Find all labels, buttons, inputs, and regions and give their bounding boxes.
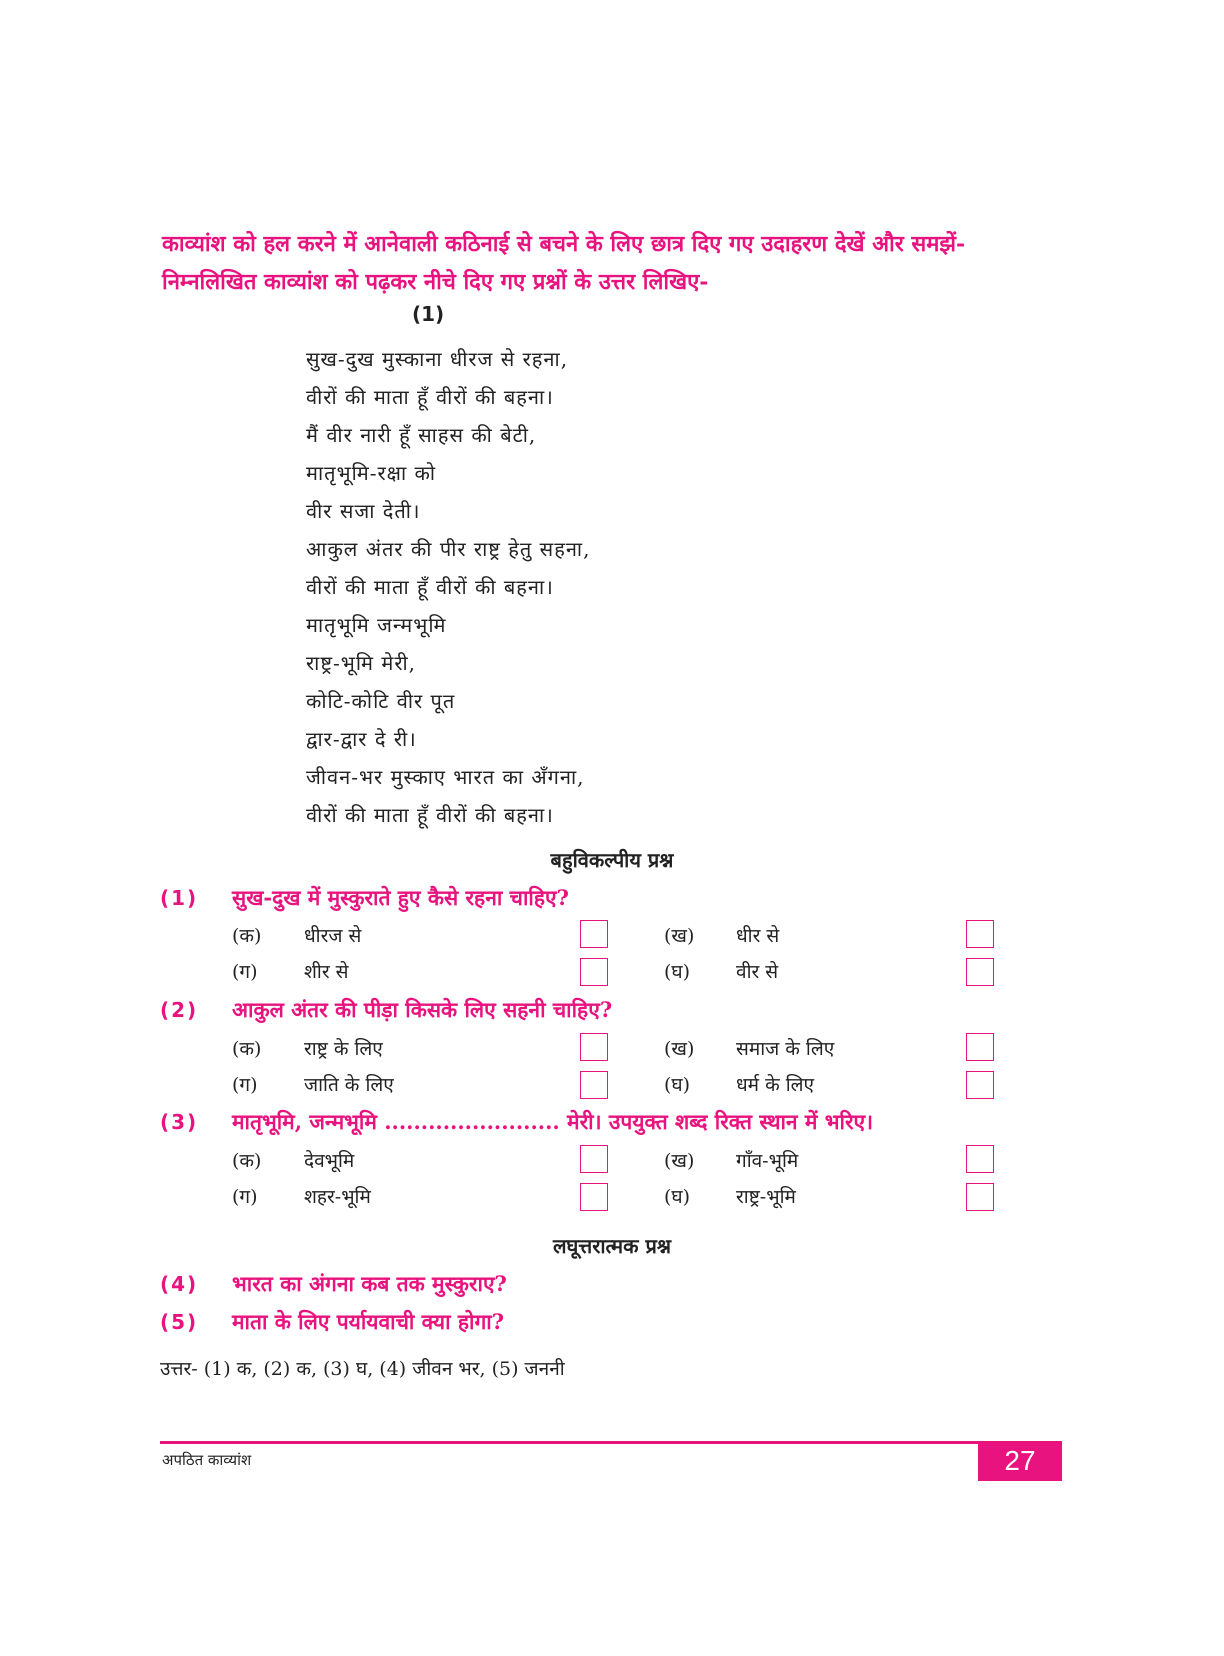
poem-line: वीरों की माता हूँ वीरों की बहना। (306, 803, 554, 827)
option-text: वीर से (736, 961, 779, 983)
short-answer-heading: लघूत्तरात्मक प्रश्न (553, 1234, 671, 1258)
option-2-ka (232, 1035, 383, 1061)
option-label: (ग) (232, 961, 258, 983)
footer-title: अपठित काव्यांश (162, 1451, 252, 1469)
checkbox-3-kha[interactable] (966, 1145, 994, 1173)
poem-line: वीरों की माता हूँ वीरों की बहना। (306, 575, 554, 599)
poem-line: मातृभूमि जन्मभूमि (306, 613, 447, 637)
question-text: भारत का अंगना कब तक मुस्कुराए? (232, 1271, 507, 1296)
question-number: (4) (160, 1272, 199, 1296)
option-1-gha (664, 958, 778, 984)
option-2-kha (664, 1035, 834, 1061)
page-number: 27 (978, 1441, 1062, 1481)
option-label: (ग) (232, 1186, 258, 1208)
option-text: समाज के लिए (736, 1038, 835, 1060)
option-label: (क) (232, 1038, 262, 1060)
option-label: (घ) (664, 1186, 691, 1208)
question-text: सुख-दुख में मुस्कुराते हुए कैसे रहना चाहिए? (232, 885, 569, 910)
poem-line: जीवन-भर मुस्काए भारत का अँगना, (306, 765, 585, 789)
option-text: धीर से (736, 925, 780, 947)
poem-number: (1) (412, 302, 445, 326)
question-2 (160, 996, 612, 1024)
question-4 (160, 1270, 507, 1298)
option-label: (क) (232, 925, 262, 947)
checkbox-1-kha[interactable] (966, 920, 994, 948)
option-label: (ग) (232, 1074, 258, 1096)
option-label: (क) (232, 1150, 262, 1172)
question-number: (3) (160, 1110, 199, 1134)
checkbox-3-gha[interactable] (966, 1183, 994, 1211)
question-text: माता के लिए पर्यायवाची क्या होगा? (232, 1309, 505, 1334)
option-2-ga (232, 1071, 394, 1097)
question-3 (160, 1108, 873, 1136)
option-label: (ख) (664, 1150, 695, 1172)
option-2-gha (664, 1071, 814, 1097)
poem-line: आकुल अंतर की पीर राष्ट्र हेतु सहना, (306, 537, 591, 561)
option-text: गाँव-भूमि (736, 1150, 799, 1172)
option-3-gha (664, 1183, 796, 1209)
checkbox-3-ga[interactable] (580, 1183, 608, 1211)
intro-line-2: निम्नलिखित काव्यांश को पढ़कर नीचे दिए गए प्रश्नों के उत्तर लिखिए- (162, 269, 709, 295)
checkbox-2-gha[interactable] (966, 1071, 994, 1099)
option-text: राष्ट्र-भूमि (736, 1186, 796, 1208)
poem-line: वीर सजा देती। (306, 499, 421, 523)
checkbox-3-ka[interactable] (580, 1145, 608, 1173)
question-number: (1) (160, 886, 199, 910)
poem-line: द्वार-द्वार दे री। (306, 727, 417, 751)
mcq-heading: बहुविकल्पीय प्रश्न (550, 848, 674, 872)
footer-divider (160, 1441, 978, 1444)
option-text: धीरज से (304, 925, 362, 947)
checkbox-2-kha[interactable] (966, 1033, 994, 1061)
poem-line: राष्ट्र-भूमि मेरी, (306, 651, 417, 675)
intro-line-1: काव्यांश को हल करने में आनेवाली कठिनाई से बचने के लिए छात्र दिए गए उदाहरण देखें और समझें- (162, 231, 966, 257)
option-text: शीर से (304, 961, 349, 983)
question-number: (5) (160, 1310, 199, 1334)
option-text: शहर-भूमि (304, 1186, 371, 1208)
option-text: धर्म के लिए (736, 1074, 815, 1096)
checkbox-1-ka[interactable] (580, 920, 608, 948)
poem-line: कोटि-कोटि वीर पूत (306, 689, 456, 713)
checkbox-2-ka[interactable] (580, 1033, 608, 1061)
option-1-ga (232, 958, 349, 984)
option-label: (घ) (664, 1074, 691, 1096)
option-text: देवभूमि (304, 1150, 355, 1172)
poem-line: मैं वीर नारी हूँ साहस की बेटी, (306, 423, 537, 447)
option-3-kha (664, 1147, 798, 1173)
question-5 (160, 1308, 504, 1336)
poem (306, 340, 590, 834)
poem-line: मातृभूमि-रक्षा को (306, 461, 437, 485)
poem-line: सुख-दुख मुस्काना धीरज से रहना, (306, 347, 569, 371)
question-number: (2) (160, 998, 199, 1022)
question-1 (160, 884, 569, 912)
question-text: आकुल अंतर की पीड़ा किसके लिए सहनी चाहिए? (232, 997, 613, 1022)
option-label: (घ) (664, 961, 691, 983)
option-1-kha (664, 922, 779, 948)
option-label: (ख) (664, 1038, 695, 1060)
poem-line: वीरों की माता हूँ वीरों की बहना। (306, 385, 554, 409)
option-text: जाति के लिए (304, 1074, 394, 1096)
answer-key: उत्तर- (1) क, (2) क, (3) घ, (4) जीवन भर, (5) जननी (160, 1358, 565, 1380)
checkbox-2-ga[interactable] (580, 1071, 608, 1099)
question-text: मातृभूमि, जन्मभूमि ........................ मेरी। उपयुक्त शब्द रिक्त स्थान में भरिए। (232, 1109, 874, 1134)
option-3-ga (232, 1183, 371, 1209)
checkbox-1-gha[interactable] (966, 958, 994, 986)
option-text: राष्ट्र के लिए (304, 1038, 383, 1060)
option-3-ka (232, 1147, 354, 1173)
checkbox-1-ga[interactable] (580, 958, 608, 986)
option-1-ka (232, 922, 361, 948)
option-label: (ख) (664, 925, 695, 947)
